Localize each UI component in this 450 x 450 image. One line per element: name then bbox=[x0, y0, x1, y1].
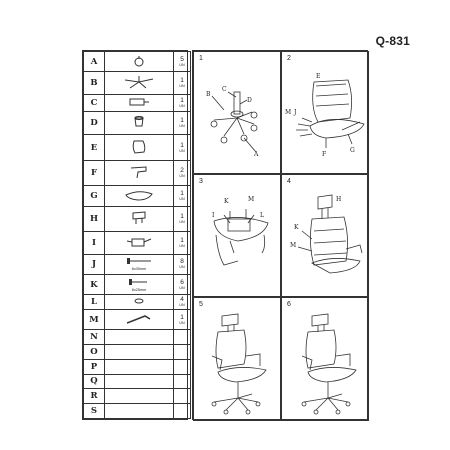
quantity-value: 1 bbox=[180, 236, 184, 244]
backrest-icon bbox=[105, 135, 174, 161]
part-image-empty bbox=[105, 374, 174, 389]
part-quantity bbox=[174, 160, 191, 186]
quantity-value: 8 bbox=[180, 258, 184, 266]
step-6-illustration bbox=[282, 298, 370, 422]
part-quantity bbox=[174, 359, 191, 374]
parts-list bbox=[82, 50, 188, 420]
part-spec: 6x25mm bbox=[131, 287, 147, 292]
part-quantity bbox=[174, 310, 191, 330]
part-quantity bbox=[174, 72, 191, 95]
step-number: 5 bbox=[199, 301, 203, 308]
seat-underside-drawing bbox=[214, 217, 268, 241]
part-image-empty bbox=[105, 330, 174, 345]
part-letter: F bbox=[84, 160, 105, 186]
cylinder-cover-icon bbox=[105, 112, 174, 135]
part-letter: D bbox=[84, 112, 105, 135]
quantity-value: 1 bbox=[180, 313, 184, 321]
parts-row bbox=[84, 52, 191, 72]
label-D: D bbox=[247, 97, 252, 104]
quantity-unit: UN bbox=[179, 104, 185, 109]
step-2-panel bbox=[281, 51, 369, 174]
quantity-unit: UN bbox=[179, 219, 185, 224]
part-quantity bbox=[174, 254, 191, 274]
part-quantity bbox=[174, 344, 191, 359]
step-number: 1 bbox=[199, 55, 203, 62]
parts-row bbox=[84, 135, 191, 161]
parts-row bbox=[84, 404, 191, 419]
part-letter: I bbox=[84, 232, 105, 255]
part-image-empty bbox=[105, 359, 174, 374]
label-K: K bbox=[294, 224, 299, 231]
finished-chair-drawing bbox=[302, 314, 356, 414]
parts-row bbox=[84, 310, 191, 330]
step-3-panel bbox=[193, 174, 281, 297]
part-letter: Q bbox=[84, 374, 105, 389]
bolt-short-icon bbox=[105, 275, 174, 295]
part-letter: S bbox=[84, 404, 105, 419]
parts-row bbox=[84, 206, 191, 232]
label-B: B bbox=[206, 91, 211, 98]
star-base-icon bbox=[105, 72, 174, 95]
parts-row bbox=[84, 389, 191, 404]
allen-key-icon bbox=[105, 310, 174, 330]
quantity-unit: UN bbox=[179, 84, 185, 89]
backrest-drawing bbox=[313, 80, 352, 122]
quantity-value: 1 bbox=[180, 97, 184, 105]
step-5-panel bbox=[193, 297, 281, 421]
part-letter: K bbox=[84, 275, 105, 295]
label-E: E bbox=[316, 73, 321, 80]
step-number: 2 bbox=[287, 55, 291, 62]
armrest-icon bbox=[105, 160, 174, 186]
part-quantity bbox=[174, 404, 191, 419]
part-spec: 6x30mm bbox=[131, 267, 147, 272]
assembly-steps bbox=[192, 50, 368, 420]
parts-row bbox=[84, 186, 191, 206]
step-4-illustration bbox=[282, 175, 370, 298]
label-M: M bbox=[248, 196, 255, 203]
step-number: 3 bbox=[199, 178, 203, 185]
part-quantity bbox=[174, 389, 191, 404]
part-quantity bbox=[174, 232, 191, 255]
label-M: M bbox=[285, 109, 292, 116]
label-C: C bbox=[222, 86, 227, 93]
step-4-panel bbox=[281, 174, 369, 297]
parts-row bbox=[84, 112, 191, 135]
parts-row bbox=[84, 72, 191, 95]
label-M: M bbox=[290, 242, 297, 249]
quantity-unit: UN bbox=[179, 265, 185, 270]
part-letter: R bbox=[84, 389, 105, 404]
parts-row bbox=[84, 344, 191, 359]
parts-row bbox=[84, 359, 191, 374]
part-letter: J bbox=[84, 254, 105, 274]
parts-row bbox=[84, 254, 191, 274]
part-quantity bbox=[174, 275, 191, 295]
quantity-unit: UN bbox=[179, 196, 185, 201]
part-quantity bbox=[174, 374, 191, 389]
quantity-unit: UN bbox=[179, 320, 185, 325]
caster-icon bbox=[105, 52, 174, 72]
star-base-drawing bbox=[214, 112, 254, 136]
part-quantity bbox=[174, 330, 191, 345]
part-letter: L bbox=[84, 295, 105, 310]
parts-row bbox=[84, 374, 191, 389]
step-6-panel bbox=[281, 297, 369, 421]
step-1-illustration bbox=[194, 52, 282, 175]
model-number: Q-831 bbox=[375, 34, 410, 48]
label-G: G bbox=[350, 147, 355, 154]
part-letter: E bbox=[84, 135, 105, 161]
quantity-value: 1 bbox=[180, 117, 184, 125]
part-quantity bbox=[174, 295, 191, 310]
quantity-value: 6 bbox=[180, 278, 184, 286]
label-H: H bbox=[336, 196, 342, 203]
label-K: K bbox=[224, 198, 229, 205]
part-image-empty bbox=[105, 389, 174, 404]
seat-icon bbox=[105, 186, 174, 206]
part-quantity bbox=[174, 95, 191, 112]
part-letter: H bbox=[84, 206, 105, 232]
parts-row bbox=[84, 295, 191, 310]
step-3-illustration bbox=[194, 175, 282, 298]
step-2-illustration bbox=[282, 52, 370, 175]
parts-row bbox=[84, 160, 191, 186]
part-letter: O bbox=[84, 344, 105, 359]
quantity-unit: UN bbox=[179, 174, 185, 179]
part-letter: C bbox=[84, 95, 105, 112]
step-number: 6 bbox=[287, 301, 291, 308]
part-quantity bbox=[174, 52, 191, 72]
quantity-value: 2 bbox=[180, 167, 184, 175]
quantity-unit: UN bbox=[179, 124, 185, 129]
quantity-value: 1 bbox=[180, 212, 184, 220]
seat-drawing bbox=[310, 119, 364, 138]
quantity-value: 5 bbox=[180, 55, 184, 63]
part-image-empty bbox=[105, 404, 174, 419]
part-letter: P bbox=[84, 359, 105, 374]
label-F: F bbox=[322, 151, 327, 158]
part-quantity bbox=[174, 112, 191, 135]
label-I: I bbox=[212, 212, 215, 219]
step-number: 4 bbox=[287, 178, 291, 185]
quantity-unit: UN bbox=[179, 62, 185, 67]
headrest-drawing bbox=[318, 195, 332, 209]
quantity-unit: UN bbox=[179, 285, 185, 290]
bolt-long-icon bbox=[105, 254, 174, 274]
parts-row bbox=[84, 232, 191, 255]
assembled-chair-drawing bbox=[212, 314, 266, 414]
washer-icon bbox=[105, 295, 174, 310]
quantity-value: 4 bbox=[180, 296, 184, 304]
mechanism-icon bbox=[105, 232, 174, 255]
step-5-illustration bbox=[194, 298, 282, 422]
parts-row bbox=[84, 95, 191, 112]
quantity-value: 1 bbox=[180, 77, 184, 85]
label-A: A bbox=[254, 151, 259, 158]
quantity-unit: UN bbox=[179, 243, 185, 248]
parts-row bbox=[84, 330, 191, 345]
part-quantity bbox=[174, 206, 191, 232]
part-letter: N bbox=[84, 330, 105, 345]
quantity-unit: UN bbox=[179, 148, 185, 153]
part-quantity bbox=[174, 135, 191, 161]
part-image-empty bbox=[105, 344, 174, 359]
label-J: J bbox=[294, 109, 297, 116]
part-letter: A bbox=[84, 52, 105, 72]
part-quantity bbox=[174, 186, 191, 206]
part-letter: M bbox=[84, 310, 105, 330]
part-letter: B bbox=[84, 72, 105, 95]
headrest-icon bbox=[105, 206, 174, 232]
step-1-panel bbox=[193, 51, 281, 174]
quantity-value: 1 bbox=[180, 141, 184, 149]
quantity-value: 1 bbox=[180, 189, 184, 197]
quantity-unit: UN bbox=[179, 303, 185, 308]
parts-row bbox=[84, 275, 191, 295]
gas-lift-icon bbox=[105, 95, 174, 112]
part-letter: G bbox=[84, 186, 105, 206]
label-L: L bbox=[260, 212, 264, 219]
